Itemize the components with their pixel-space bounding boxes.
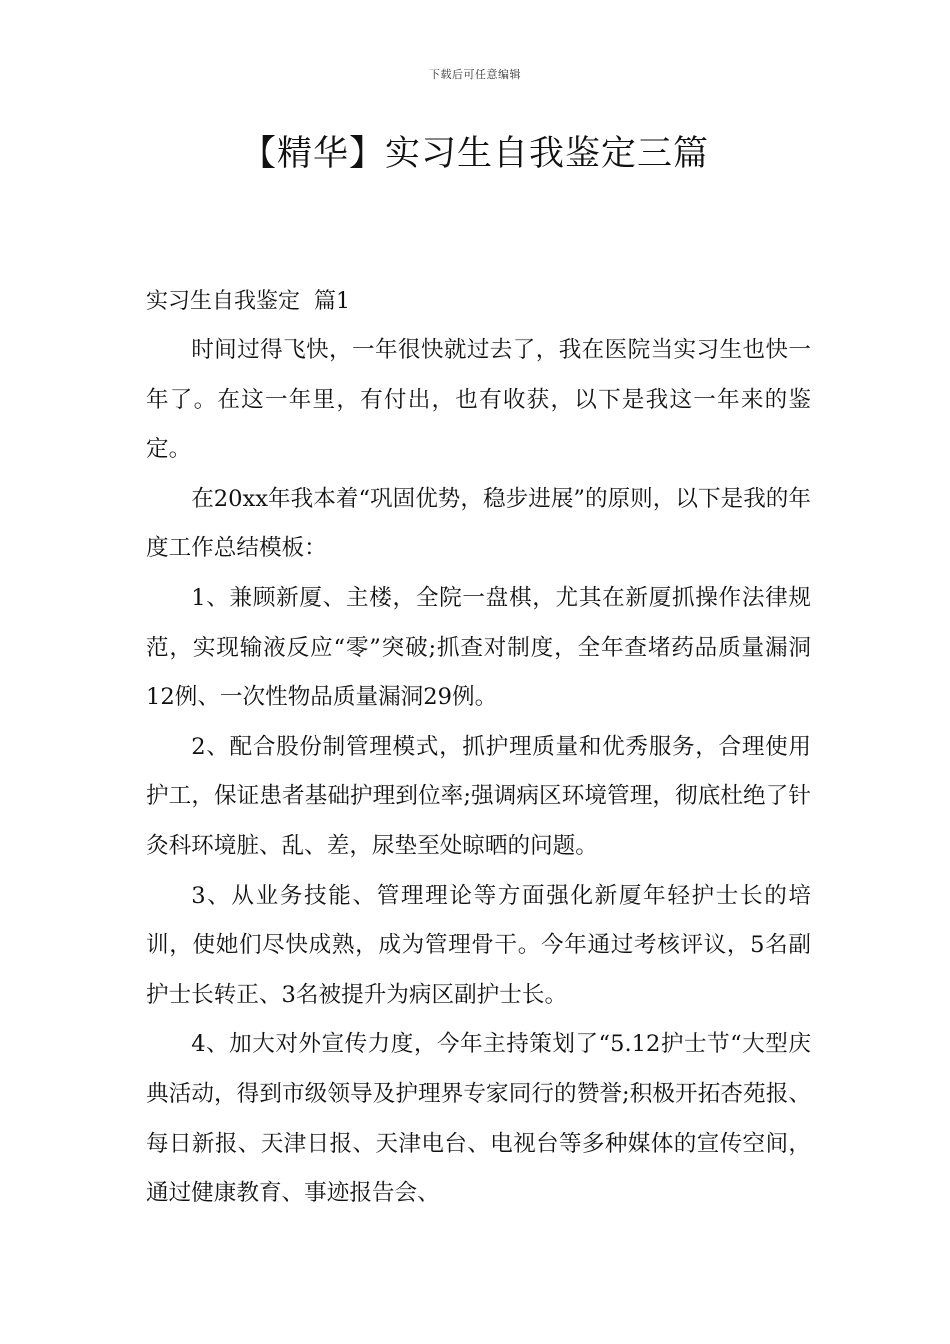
paragraph: 时间过得飞快，一年很快就过去了，我在医院当实习生也快一年了。在这一年里，有付出，也有收获，以下是我这一年来的鉴定。 <box>146 337 811 463</box>
paragraph: 1、兼顾新厦、主楼，全院一盘棋，尤其在新厦抓操作法律规范，实现输液反应“零”突破;抓查对制度，全年查堵药品质量漏洞12例、一次性物品质量漏洞29例。 <box>146 584 811 711</box>
section-heading: 实习生自我鉴定 篇1 <box>146 289 350 314</box>
header-note: 下载后可任意编辑 <box>429 68 521 81</box>
paragraph: 在20xx年我本着“巩固优势，稳步进展”的原则，以下是我的年度工作总结模板： <box>146 485 811 562</box>
paragraph: 3、从业务技能、管理理论等方面强化新厦年轻护士长的培训，使她们尽快成熟，成为管理骨干。今年通过考核评议，5名副护士长转正、3名被提升为病区副护士长。 <box>146 882 811 1008</box>
paragraph: 2、配合股份制管理模式，抓护理质量和优秀服务，合理使用护工，保证患者基础护理到位率;强调病区环境管理，彻底杜绝了针灸科环境脏、乱、差，尿垫至处晾晒的问题。 <box>146 733 811 859</box>
paragraph: 4、加大对外宣传力度，今年主持策划了“5.12护士节“大型庆典活动，得到市级领导及护理界专家同行的赞誉;积极开拓杏苑报、每日新报、天津日报、天津电台、电视台等多种媒体的宣传空间，通过健康教育、事迹报告会、 <box>146 1031 811 1207</box>
document-body <box>146 326 811 1219</box>
document-title: 【精华】实习生自我鉴定三篇 <box>240 134 709 174</box>
